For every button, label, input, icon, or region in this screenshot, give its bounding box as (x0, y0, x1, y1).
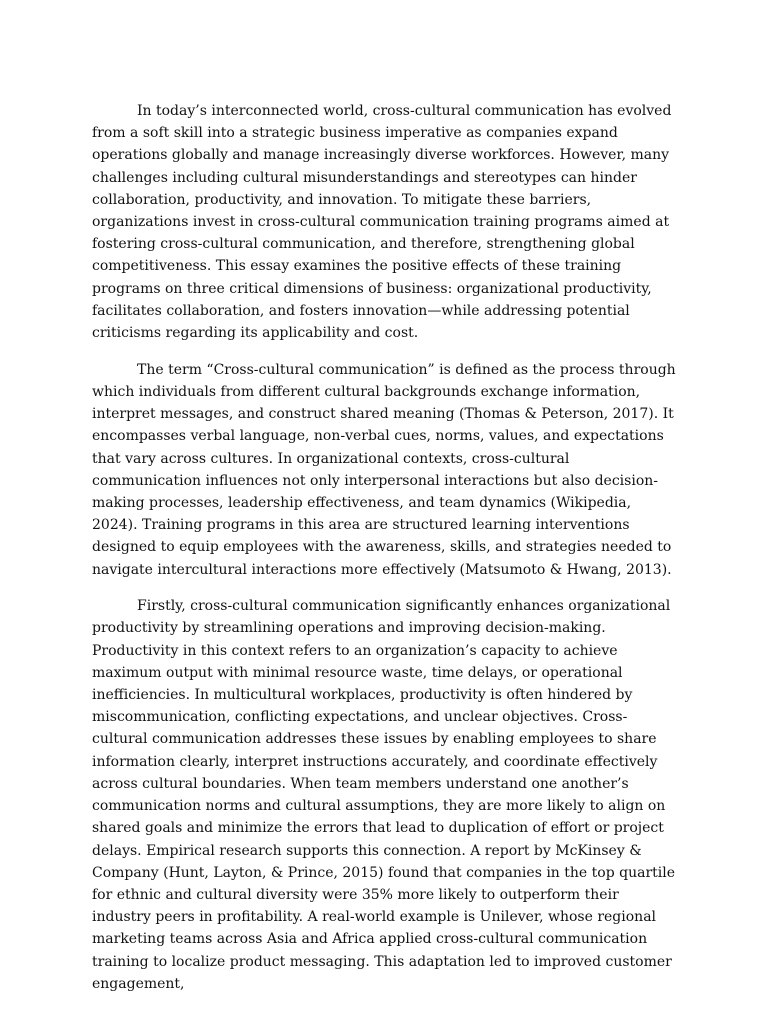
paragraph-introduction: In today’s interconnected world, cross-cultural communication has evolved from a soft skill into a strategic business imperative as companies expand operations globally and manage increasingly diverse workforces. However, many challenges including cultural misunderstandings and stereotypes can hinder collaboration, productivity, and innovation. To mitigate these barriers, organizations invest in cross-cultural communication training programs aimed at fostering cross-cultural communication, and therefore, strengthening global competitiveness. This essay examines the positive effects of these training programs on three critical dimensions of business: organizational productivity, facilitates collaboration, and fosters innovation—while addressing potential criticisms regarding its applicability and cost. (92, 103, 672, 342)
paragraph-definition: The term “Cross-cultural communication” is defined as the process through which individuals from different cultural backgrounds exchange information, interpret messages, and construct shared meaning (Thomas & Peterson, 2017). It encompasses verbal language, non-verbal cues, norms, values, and expectations that vary across cultures. In organizational contexts, cross-cultural communication influences not only interpersonal interactions but also decision-making processes, leadership effectiveness, and team dynamics (Wikipedia, 2024). Training programs in this area are structured learning interventions designed to equip employees with the awareness, skills, and strategies needed to navigate intercultural interactions more effectively (Matsumoto & Hwang, 2013). (92, 361, 676, 578)
paragraph-productivity: Firstly, cross-cultural communication significantly enhances organizational productivity by streamlining operations and improving decision-making. Productivity in this context refers to an organization’s capacity to achieve maximum output with minimal resource waste, time delays, or operational inefficiencies. In multicultural workplaces, productivity is often hindered by miscommunication, conflicting expectations, and unclear objectives. Cross-cultural communication addresses these issues by enabling employees to share information clearly, interpret instructions accurately, and coordinate effectively across cultural boundaries. When team members understand one another’s communication norms and cultural assumptions, they are more likely to align on shared goals and minimize the errors that lead to duplication of effort or project delays. Empirical research supports this connection. A report by McKinsey & Company (Hunt, Layton, & Prince, 2015) found that companies in the top quartile for ethnic and cultural diversity were 35% more likely to outperform their industry peers in profitability. A real-world example is Unilever, whose regional marketing teams across Asia and Africa applied cross-cultural communication training to localize product messaging. This adaptation led to improved customer engagement, (92, 598, 676, 992)
essay-body (92, 100, 676, 1009)
